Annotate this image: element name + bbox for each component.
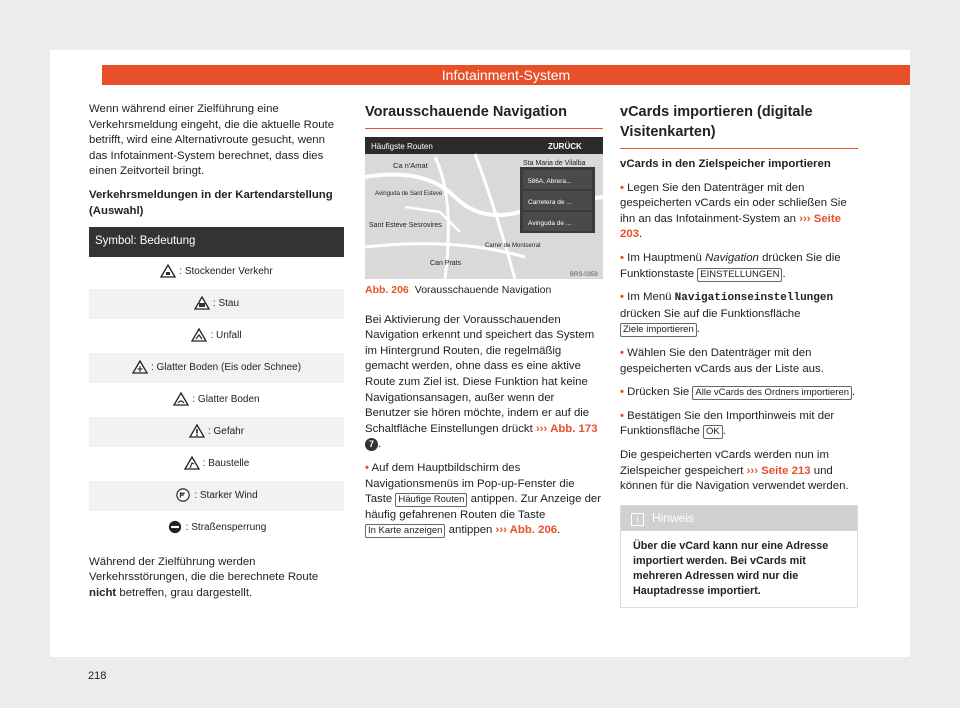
table-row <box>89 352 344 384</box>
navigation-map-figure <box>365 137 603 279</box>
symbol-label: : Stau <box>212 297 240 309</box>
warning-slippery-icon <box>173 392 189 406</box>
table-header: Symbol: Bedeutung <box>89 227 344 257</box>
frequent-routes-key[interactable]: Häufige Routen <box>395 493 467 507</box>
show-on-map-key[interactable]: In Karte anzeigen <box>365 524 445 538</box>
warning-ice-icon <box>132 360 148 374</box>
symbol-label: : Gefahr <box>207 425 245 437</box>
predictive-paragraph: Bei Aktivierung der Vorausschauenden Navigation erkennt und speichert das System im Hintergrund Routen, die regelmäßig gemacht werden, ohne dass es eine aktive Route zum Ziel ist. Diese Funktion hat keine Navigationsansagen, außer wenn der Benutzer sie hören möchte, indem er auf die Schaltfläche Einstellungen drückt ››› Abb. 173 7 . <box>365 313 598 451</box>
symbol-label: : Glatter Boden <box>192 393 260 405</box>
bullet-item: • Im Hauptmenü Navigation drücken Sie die Funktionstaste EINSTELLUNGEN . <box>620 251 841 280</box>
page-header: Infotainment-System <box>102 65 910 85</box>
table-row <box>89 320 344 352</box>
map-place: Can Prats <box>430 260 462 267</box>
hint-text: Über die vCard kann nur eine Adresse importiert werden. Bei vCards mit mehreren Adressen wird nur die Hauptadresse importiert. <box>633 540 829 598</box>
map-place: Sant Esteve Sesrovires <box>369 222 442 229</box>
bullet-item: • Legen Sie den Datenträger mit den gespeicherten vCards ein oder schließen Sie ihn an das Infotainment-System an ››› Seite 203. <box>620 181 847 241</box>
wind-icon <box>175 488 191 502</box>
bullet-item: • Drücken Sie Alle vCards des Ordners importieren . <box>620 386 856 399</box>
figure-code: BRS-0359 <box>570 272 598 278</box>
import-destinations-key[interactable]: Ziele importieren <box>620 323 697 337</box>
table-row <box>89 480 344 512</box>
section-title-vcards: vCards importieren (digitale Visitenkarten) <box>620 102 858 149</box>
page <box>50 50 910 682</box>
map-place: Ca n'Amat <box>393 161 428 170</box>
column-right <box>620 102 858 608</box>
settings-key[interactable]: EINSTELLUNGEN <box>697 268 782 282</box>
column-left <box>89 102 344 610</box>
figure-caption: Abb. 206 Vorausschauende Navigation <box>365 284 552 296</box>
section-title-predictive: Vorausschauende Navigation <box>365 102 603 129</box>
table-row <box>89 416 344 448</box>
hint-box <box>620 505 858 609</box>
outro-paragraph: Während der Zielführung werden Verkehrsstörungen, die die berechnete Route nicht betreffen, grau dargestellt. <box>89 555 319 599</box>
intro-paragraph: Wenn während einer Zielführung eine Verkehrsmeldung eingeht, die die aktuelle Route betrifft, wird eine Alternativroute gesucht, wenn das Infotainment-System berechnet, dass dies einen Zeitvorteil bringt. <box>89 103 335 178</box>
route-item[interactable]: Avinguda de ... <box>528 220 572 227</box>
symbol-label: : Baustelle <box>202 457 250 469</box>
table-row <box>89 288 344 320</box>
symbol-label: : Stockender Verkehr <box>179 265 273 277</box>
page-number: 218 <box>88 670 107 682</box>
map-place: Carrer de Montserrat <box>485 243 541 249</box>
table-row <box>89 257 344 288</box>
symbol-label: : Straßensperrung <box>185 521 267 533</box>
bullet-item: • Auf dem Hauptbildschirm des Navigationsmenüs im Pop-up-Fenster die Taste Häufige Routen antippen. Zur Anzeige der häufig gefahrenen Routen die Taste In Karte anzeigen antippen ››› Abb. 206. <box>365 461 602 537</box>
info-icon: i <box>631 513 644 526</box>
warning-danger-icon <box>189 424 205 438</box>
warning-jam-icon <box>194 296 210 310</box>
ok-key[interactable]: OK <box>703 425 723 439</box>
back-button[interactable]: ZURÜCK <box>548 142 582 151</box>
bullet-item: • Bestätigen Sie den Importhinweis mit der Funktionsfläche OK . <box>620 409 835 438</box>
map-place: Sta Maria de Vilalba <box>523 160 586 167</box>
vcards-paragraph: Die gespeicherten vCards werden nun im Zielspeicher gespeichert ››› Seite 213 und können für die Navigation verwendet werden. <box>620 448 849 493</box>
route-item[interactable]: Carretera de ... <box>528 199 572 206</box>
import-all-vcards-key[interactable]: Alle vCards des Ordners importieren <box>692 386 852 400</box>
subheading-traffic: Verkehrsmeldungen in der Kartendarstellung (Auswahl) <box>89 188 333 217</box>
map-place: Avinguda de Sant Esteve <box>375 191 443 197</box>
symbol-label: : Unfall <box>210 329 242 341</box>
symbol-label: : Starker Wind <box>194 489 258 501</box>
table-row <box>89 512 344 544</box>
map-title: Häufigste Routen <box>371 142 433 151</box>
bullet-item: • Im Menü Navigationseinstellungen drücken Sie auf die Funktionsfläche Ziele importieren . <box>620 291 834 336</box>
route-item[interactable]: 586A, Abrera... <box>528 178 572 185</box>
road-closed-icon <box>167 520 183 534</box>
subheading-vcards: vCards in den Zielspeicher importieren <box>620 158 831 170</box>
map-image <box>365 137 603 279</box>
warning-accident-icon <box>191 328 207 342</box>
table-row <box>89 448 344 480</box>
warning-traffic-icon <box>160 264 176 278</box>
symbol-table <box>89 227 344 545</box>
warning-roadworks-icon <box>184 456 200 470</box>
table-row <box>89 384 344 416</box>
bullet-item: • Wählen Sie den Datenträger mit den gespeicherten vCards aus der Liste aus. <box>620 346 824 375</box>
column-middle <box>365 102 603 547</box>
hint-header: i Hinweis <box>621 506 857 532</box>
symbol-label: : Glatter Boden (Eis oder Schnee) <box>150 361 302 373</box>
